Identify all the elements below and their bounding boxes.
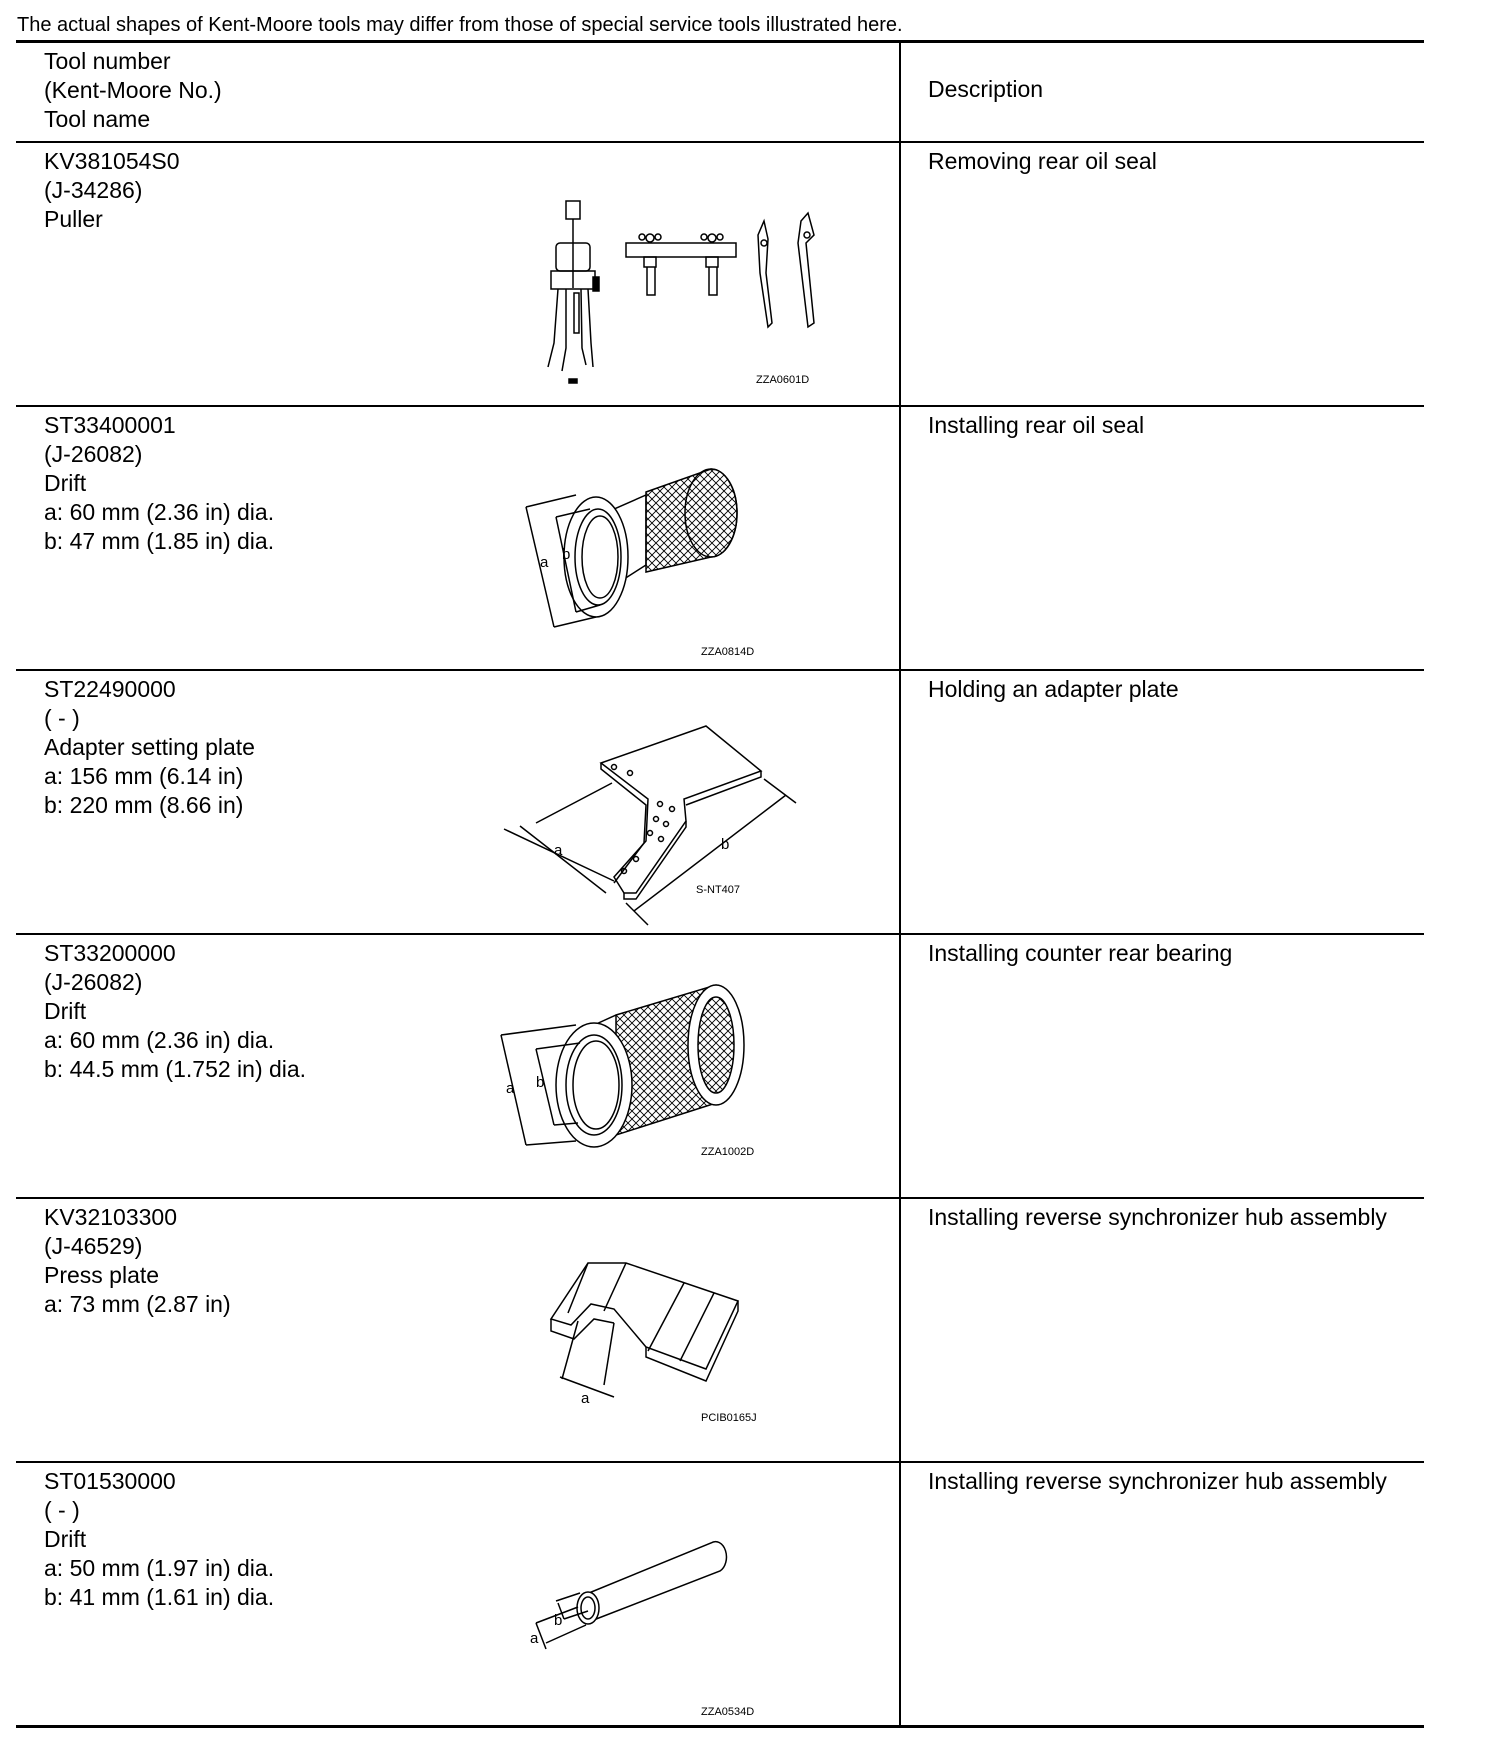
header-tool-number: Tool number xyxy=(44,48,171,74)
press-plate-illustration xyxy=(496,1199,876,1461)
header-description: Description xyxy=(928,76,1044,102)
table-row xyxy=(16,406,1424,670)
tool-info-cell xyxy=(16,934,900,1198)
tool-number: ST01530000 xyxy=(44,1468,176,1494)
illustration-code: ZZA0814D xyxy=(701,646,755,658)
tool-description-cell xyxy=(900,934,1424,1198)
drift-tube-illustration xyxy=(496,1463,876,1725)
drift-illustration xyxy=(496,935,876,1197)
tool-description: Installing reverse synchronizer hub assembly xyxy=(928,1204,1387,1230)
table-header-row xyxy=(16,42,1424,143)
header-tool-cell xyxy=(16,42,900,143)
table-row xyxy=(16,142,1424,406)
dimension-a: a: 73 mm (2.87 in) xyxy=(44,1291,231,1317)
dimension-label: a xyxy=(540,554,549,571)
table-row xyxy=(16,934,1424,1198)
kent-moore-number: (J-46529) xyxy=(44,1233,143,1259)
dimension-a: a: 60 mm (2.36 in) dia. xyxy=(44,1027,275,1053)
tool-description-cell xyxy=(900,670,1424,934)
kent-moore-number: (J-34286) xyxy=(44,177,143,203)
dimension-label: a xyxy=(554,842,563,859)
illustration-code: ZZA0601D xyxy=(756,374,810,386)
tool-number: ST22490000 xyxy=(44,676,176,702)
tool-info-cell xyxy=(16,1462,900,1727)
dimension-label: a xyxy=(581,1390,590,1407)
tool-info-cell xyxy=(16,406,900,670)
tool-number: KV381054S0 xyxy=(44,148,180,174)
tool-number: ST33200000 xyxy=(44,940,176,966)
tool-name: Drift xyxy=(44,998,87,1024)
tool-description-cell xyxy=(900,142,1424,406)
tool-description-cell xyxy=(900,1462,1424,1727)
dimension-a: a: 50 mm (1.97 in) dia. xyxy=(44,1555,275,1581)
illustration-code: ZZA1002D xyxy=(701,1146,755,1158)
puller-illustration xyxy=(496,143,876,405)
table-row xyxy=(16,1198,1424,1462)
dimension-label: b xyxy=(536,1074,545,1091)
dimension-label: b xyxy=(554,1612,563,1629)
special-service-tools-table xyxy=(16,40,1424,1728)
tool-description-cell xyxy=(900,406,1424,670)
tool-description-cell xyxy=(900,1198,1424,1462)
dimension-label: a xyxy=(506,1080,515,1097)
illustration-code: ZZA0534D xyxy=(701,1706,755,1718)
dimension-b: b: 41 mm (1.61 in) dia. xyxy=(44,1584,275,1610)
drift-illustration xyxy=(496,407,876,669)
tool-number: ST33400001 xyxy=(44,412,176,438)
dimension-a: a: 156 mm (6.14 in) xyxy=(44,763,244,789)
dimension-b: b: 44.5 mm (1.752 in) dia. xyxy=(44,1056,307,1082)
tool-info-cell xyxy=(16,670,900,934)
dimension-b: b: 47 mm (1.85 in) dia. xyxy=(44,528,275,554)
tool-name: Press plate xyxy=(44,1262,160,1288)
table-row xyxy=(16,670,1424,934)
dimension-label: a xyxy=(530,1630,539,1647)
table-row xyxy=(16,1462,1424,1727)
tool-description: Installing counter rear bearing xyxy=(928,940,1233,966)
tool-info-cell xyxy=(16,1198,900,1462)
kent-moore-number: (J-26082) xyxy=(44,969,143,995)
tool-description: Installing rear oil seal xyxy=(928,412,1145,438)
tool-name: Puller xyxy=(44,206,103,232)
illustration-code: S-NT407 xyxy=(696,884,741,896)
tool-description: Installing reverse synchronizer hub assembly xyxy=(928,1468,1387,1494)
dimension-label: b xyxy=(721,836,730,853)
tool-description: Removing rear oil seal xyxy=(928,148,1157,174)
header-description-cell xyxy=(900,42,1424,143)
kent-moore-number: ( - ) xyxy=(44,1497,80,1523)
tool-name: Adapter setting plate xyxy=(44,734,255,760)
header-kent-moore-no: (Kent-Moore No.) xyxy=(44,77,222,103)
dimension-b: b: 220 mm (8.66 in) xyxy=(44,792,244,818)
tool-number: KV32103300 xyxy=(44,1204,178,1230)
tool-name: Drift xyxy=(44,470,87,496)
dimension-a: a: 60 mm (2.36 in) dia. xyxy=(44,499,275,525)
illustration-code: PCIB0165J xyxy=(701,1412,757,1424)
kent-moore-number: ( - ) xyxy=(44,705,80,731)
adapter-plate-illustration xyxy=(496,671,876,933)
kent-moore-number: (J-26082) xyxy=(44,441,143,467)
tool-name: Drift xyxy=(44,1526,87,1552)
tool-info-cell xyxy=(16,142,900,406)
tool-description: Holding an adapter plate xyxy=(928,676,1179,702)
header-tool-name: Tool name xyxy=(44,106,151,132)
dimension-label: b xyxy=(562,546,571,563)
page-note: The actual shapes of Kent-Moore tools may differ from those of special service tools illustrated here. xyxy=(17,14,903,36)
